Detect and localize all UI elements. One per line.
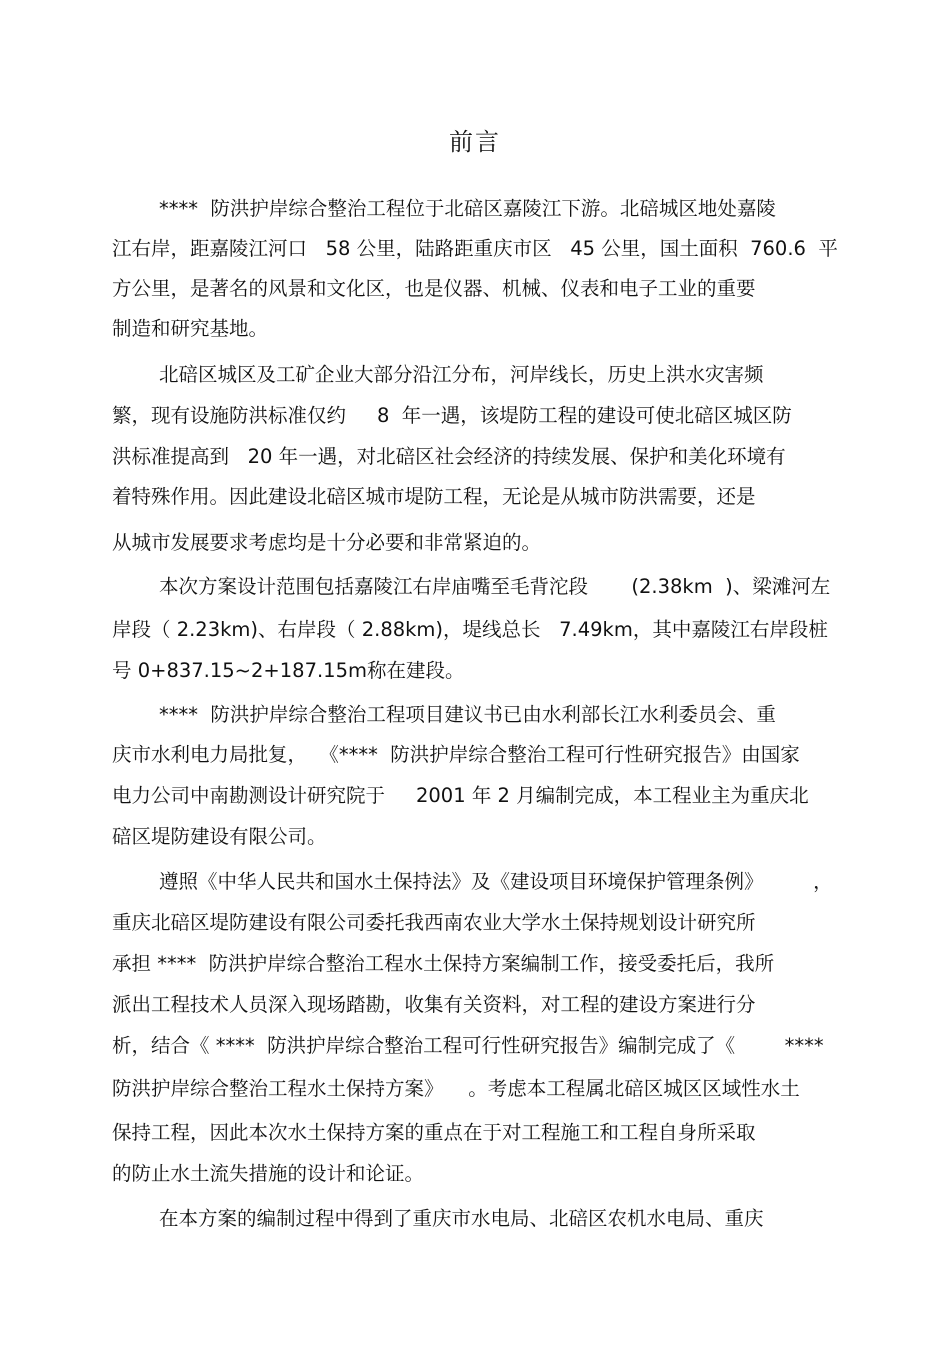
paragraph-line: 庆市水利电力局批复， 《**** 防洪护岸综合整治工程可行性研究报告》由国家 bbox=[112, 743, 800, 766]
paragraph-line: 江右岸，距嘉陵江河口 58 公里，陆路距重庆市区 45 公里，国土面积 760.6 平 bbox=[112, 237, 838, 260]
paragraph-line: 着特殊作用。因此建设北碚区城市堤防工程，无论是从城市防洪需要，还是 bbox=[112, 485, 756, 508]
paragraph-line: **** 防洪护岸综合整治工程位于北碚区嘉陵江下游。北碚城区地处嘉陵 bbox=[159, 197, 776, 220]
paragraph-line: 的防止水土流失措施的设计和论证。 bbox=[112, 1162, 425, 1185]
paragraph-line: 在本方案的编制过程中得到了重庆市水电局、北碚区农机水电局、重庆 bbox=[159, 1207, 764, 1230]
paragraph-line: 防洪护岸综合整治工程水土保持方案》 。考虑本工程属北碚区城区区域性水土 bbox=[112, 1077, 800, 1100]
paragraph-line: 繁，现有设施防洪标准仅约 8 年一遇，该堤防工程的建设可使北碚区城区防 bbox=[112, 404, 792, 427]
paragraph-line: 派出工程技术人员深入现场踏勘，收集有关资料，对工程的建设方案进行分 bbox=[112, 993, 756, 1016]
paragraph-line: 号 0+837.15~2+187.15m称在建段。 bbox=[112, 659, 465, 682]
paragraph-line: 电力公司中南勘测设计研究院于 2001 年 2 月编制完成，本工程业主为重庆北 bbox=[112, 784, 809, 807]
paragraph-line: 洪标准提高到 20 年一遇，对北碚区社会经济的持续发展、保护和美化环境有 bbox=[112, 445, 786, 468]
paragraph-line: 遵照《中华人民共和国水土保持法》及《建设项目环境保护管理条例》 ， bbox=[159, 870, 833, 893]
paragraph-line: 本次方案设计范围包括嘉陵江右岸庙嘴至毛背沱段 (2.38km )、梁滩河左 bbox=[159, 575, 831, 598]
paragraph-line: 保持工程，因此本次水土保持方案的重点在于对工程施工和工程自身所采取 bbox=[112, 1121, 756, 1144]
paragraph-line: 制造和研究基地。 bbox=[112, 317, 269, 340]
paragraph-line: 从城市发展要求考虑均是十分必要和非常紧迫的。 bbox=[112, 531, 542, 554]
paragraph-line: 承担 **** 防洪护岸综合整治工程水土保持方案编制工作，接受委托后，我所 bbox=[112, 952, 775, 975]
paragraph-line: 析，结合《 **** 防洪护岸综合整治工程可行性研究报告》编制完成了《 **** bbox=[112, 1034, 824, 1057]
paragraph-line: 岸段（ 2.23km)、右岸段（ 2.88km)，堤线总长 7.49km，其中嘉陵江右岸段桩 bbox=[112, 618, 828, 641]
paragraph-line: **** 防洪护岸综合整治工程项目建议书已由水利部长江水利委员会、重 bbox=[159, 703, 776, 726]
paragraph-line: 重庆北碚区堤防建设有限公司委托我西南农业大学水土保持规划设计研究所 bbox=[112, 911, 756, 934]
paragraph-line: 北碚区城区及工矿企业大部分沿江分布，河岸线长，历史上洪水灾害频 bbox=[159, 363, 764, 386]
paragraph-line: 方公里，是著名的风景和文化区，也是仪器、机械、仪表和电子工业的重要 bbox=[112, 277, 756, 300]
page-title: 前言 bbox=[449, 128, 501, 156]
paragraph-line: 碚区堤防建设有限公司。 bbox=[112, 825, 327, 848]
